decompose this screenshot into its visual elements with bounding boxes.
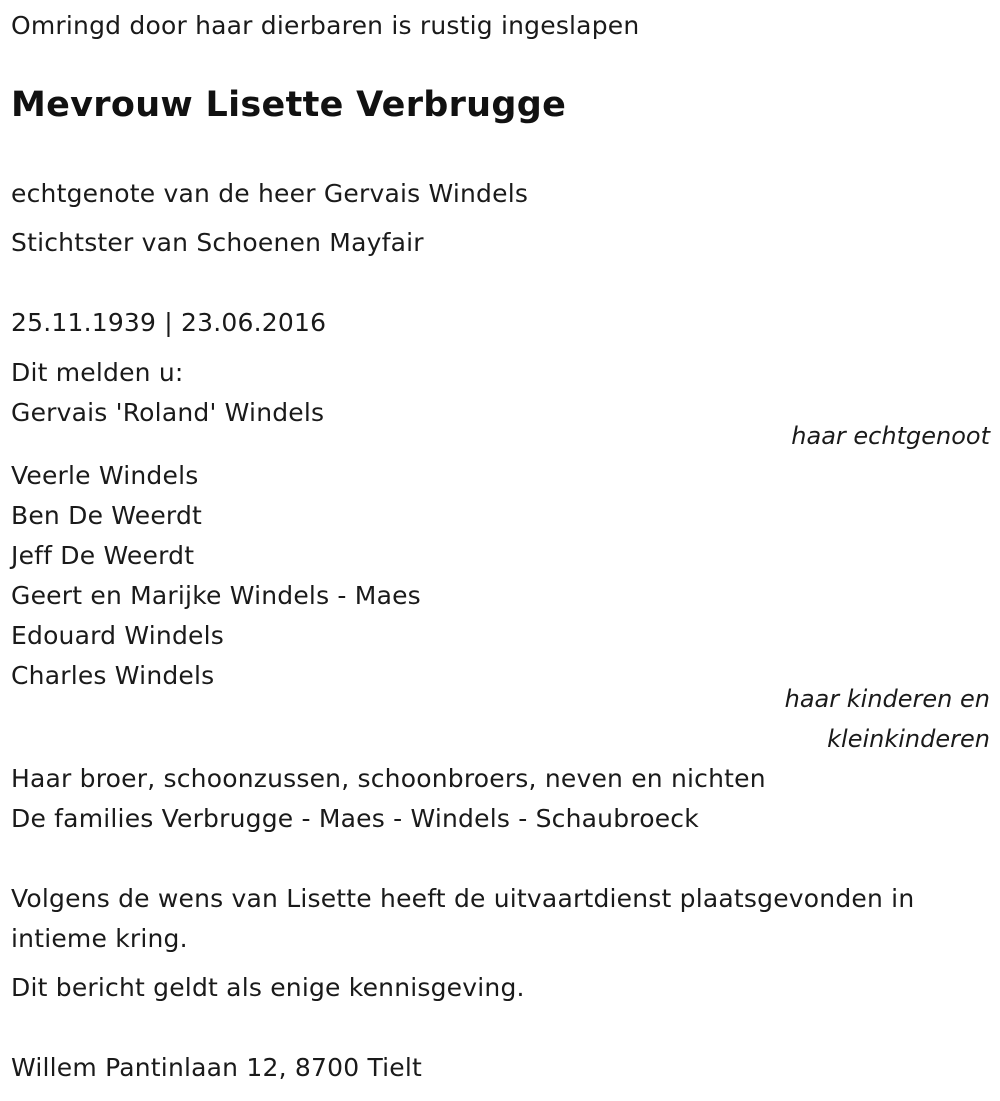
child-name: Edouard Windels — [11, 621, 224, 650]
children-role-line2: kleinkinderen — [827, 725, 990, 753]
child-name: Charles Windels — [11, 661, 215, 690]
child-name: Ben De Weerdt — [11, 501, 203, 530]
child-name: Veerle Windels — [11, 461, 199, 490]
life-dates: 25.11.1939 | 23.06.2016 — [11, 308, 327, 337]
notice-text: Dit bericht geldt als enige kennisgeving. — [11, 973, 525, 1002]
child-name: Geert en Marijke Windels - Maes — [11, 581, 421, 610]
funeral-note: Volgens de wens van Lisette heeft de uitvaartdienst plaatsgevonden in intieme kring. — [11, 884, 915, 953]
children-list — [11, 456, 421, 696]
husband-name: Gervais 'Roland' Windels — [11, 398, 325, 427]
title-line: Stichtster van Schoenen Mayfair — [11, 228, 424, 257]
husband-role: haar echtgenoot — [791, 422, 990, 450]
address: Willem Pantinlaan 12, 8700 Tielt — [11, 1053, 423, 1082]
announced-by: Dit melden u: — [11, 358, 184, 387]
children-role-line1: haar kinderen en — [784, 685, 990, 713]
intro-text: Omringd door haar dierbaren is rustig ingeslapen — [11, 11, 640, 40]
relatives-line: Haar broer, schoonzussen, schoonbroers, neven en nichten — [11, 764, 766, 793]
families-line: De families Verbrugge - Maes - Windels - Schaubroeck — [11, 804, 699, 833]
child-name: Jeff De Weerdt — [11, 541, 195, 570]
deceased-name: Mevrouw Lisette Verbrugge — [11, 85, 567, 125]
spouse-line: echtgenote van de heer Gervais Windels — [11, 179, 529, 208]
